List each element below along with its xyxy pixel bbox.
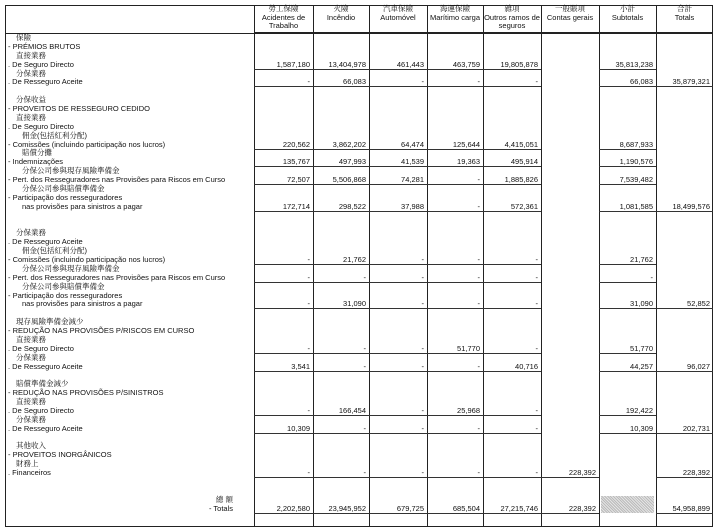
row-label: 直接業務 [16, 112, 46, 122]
value-cell: - [483, 424, 541, 434]
value-cell: 463,759 [427, 60, 483, 70]
row-label: 分保業務 [16, 352, 46, 362]
row-label: . De Seguro Directo [8, 121, 74, 131]
value-cell: - [483, 406, 541, 416]
value-cell: 166,454 [313, 406, 369, 416]
value-cell: 41,539 [369, 157, 427, 167]
column-header-zh: 雜項 [504, 4, 520, 13]
value-cell: 37,988 [369, 202, 427, 212]
row-label: . De Resseguro Aceite [8, 361, 83, 371]
value-cell: 7,539,482 [599, 175, 656, 185]
row-label: 分保收益 [16, 95, 46, 105]
row-label: 分保業務 [16, 414, 46, 424]
value-cell: - [313, 344, 369, 354]
column-header-pt: Outros ramos de seguros [484, 12, 540, 30]
value-cell: 35,879,321 [656, 77, 713, 87]
value-cell: 31,090 [313, 299, 369, 309]
row-label: 直接業務 [16, 50, 46, 60]
column-header-pt: Automóvel [380, 12, 416, 22]
value-cell: 51,770 [427, 344, 483, 354]
row-label: 分保公司參與賠償準備金 [22, 183, 105, 193]
row-label: 佣金(包括紅利分配) [22, 246, 87, 256]
value-cell: 64,474 [369, 140, 427, 150]
value-cell: - [427, 362, 483, 372]
value-cell: 5,506,868 [313, 175, 369, 185]
row-label: . De Seguro Directo [8, 343, 74, 353]
value-cell: 202,731 [656, 424, 713, 434]
value-cell: 497,993 [313, 157, 369, 167]
row-label: . De Seguro Directo [8, 405, 74, 415]
value-cell: - [254, 299, 313, 309]
value-cell: 19,805,878 [483, 60, 541, 70]
value-cell: 21,762 [599, 255, 656, 265]
row-label: - Pert. dos Resseguradores nas Provisões para Riscos em Curso [8, 175, 226, 185]
value-cell: 220,562 [254, 140, 313, 150]
value-cell: 66,083 [599, 77, 656, 87]
value-cell: 21,762 [313, 255, 369, 265]
value-cell: 135,767 [254, 157, 313, 167]
value-cell: - [483, 255, 541, 265]
row-label: 賠償分攤 [22, 148, 52, 158]
value-cell: 2,202,580 [254, 504, 313, 514]
column-header [656, 5, 713, 33]
value-cell: 228,392 [656, 468, 713, 478]
value-cell: 51,770 [599, 344, 656, 354]
row-label: - Pert. dos Resseguradores nas Provisões para Riscos em Curso [8, 272, 226, 282]
column-header-pt: Marítimo carga [429, 12, 480, 22]
value-cell: 25,968 [427, 406, 483, 416]
value-cell: 1,885,826 [483, 175, 541, 185]
value-cell: 8,687,933 [599, 140, 656, 150]
value-cell: 40,716 [483, 362, 541, 372]
column-header-pt: Contas gerais [546, 12, 594, 22]
value-cell: 72,507 [254, 175, 313, 185]
row-label: nas provisões para sinistros a pagar [22, 201, 143, 211]
row-label: 總 額 [215, 494, 233, 504]
row-label: - REDUÇÃO NAS PROVISÕES P/RISCOS EM CURSO [8, 326, 195, 336]
value-cell: - [427, 468, 483, 478]
column-header-pt: Totals [674, 12, 695, 22]
header-divider [5, 33, 713, 34]
column-header [313, 5, 369, 33]
value-cell: - [427, 255, 483, 265]
row-label: - PROVEITOS DE RESSEGURO CEDIDO [8, 104, 150, 114]
value-cell: - [483, 344, 541, 354]
value-cell: - [254, 77, 313, 87]
value-cell: 27,215,746 [483, 504, 541, 514]
value-cell: - [369, 406, 427, 416]
row-label: 現存風險準備金減少 [16, 317, 84, 327]
value-cell: 298,522 [313, 202, 369, 212]
row-label: 分保業務 [16, 228, 46, 238]
value-cell: - [483, 77, 541, 87]
column-header-zh: 勞工保險 [268, 4, 299, 13]
value-cell: - [369, 424, 427, 434]
row-label: 分保業務 [16, 68, 46, 78]
row-label: . Financeiros [8, 468, 51, 478]
row-label: . De Seguro Directo [8, 59, 74, 69]
shaded-cell [601, 496, 654, 513]
value-cell: - [254, 344, 313, 354]
value-cell: 44,257 [599, 362, 656, 372]
value-cell: - [313, 424, 369, 434]
value-cell: - [427, 424, 483, 434]
value-cell: - [254, 406, 313, 416]
value-cell: - [427, 273, 483, 283]
value-cell: - [369, 255, 427, 265]
value-cell: - [369, 468, 427, 478]
value-cell: - [254, 255, 313, 265]
value-cell: 35,813,238 [599, 60, 656, 70]
row-label: nas provisões para sinistros a pagar [22, 299, 143, 309]
column-header-pt: Subtotals [611, 12, 644, 22]
value-cell: - [254, 273, 313, 283]
column-header-zh: 火險 [333, 4, 349, 13]
row-label: 其他收入 [16, 441, 46, 451]
row-label: 保險 [16, 33, 31, 42]
value-cell: 4,415,051 [483, 140, 541, 150]
column-header-zh: 一般賬項 [555, 4, 585, 13]
value-cell: 18,499,576 [656, 202, 713, 212]
value-cell: 96,027 [656, 362, 713, 372]
row-label: 賠償準備金減少 [16, 379, 69, 389]
value-cell: - [599, 273, 656, 283]
row-label: - Indemnizações [8, 157, 64, 167]
value-cell: - [427, 175, 483, 185]
value-cell: - [313, 273, 369, 283]
column-header [369, 5, 427, 33]
value-cell: 461,443 [369, 60, 427, 70]
column-header [427, 5, 483, 33]
value-cell: - [427, 202, 483, 212]
row-label: - Participação dos resseguradores [8, 192, 123, 202]
value-cell: 685,504 [427, 504, 483, 514]
value-cell: 13,404,978 [313, 60, 369, 70]
row-label: - Participação dos resseguradores [8, 290, 123, 300]
value-cell: - [369, 77, 427, 87]
value-cell: - [369, 299, 427, 309]
value-cell: 1,190,576 [599, 157, 656, 167]
value-cell: - [483, 299, 541, 309]
row-label: . De Resseguro Aceite [8, 77, 83, 87]
value-cell: 66,083 [313, 77, 369, 87]
column-header [254, 5, 313, 33]
value-cell: 54,958,899 [656, 504, 713, 514]
column-header-zh: 海運保險 [440, 4, 470, 13]
value-cell: 228,392 [541, 504, 599, 514]
value-cell: 23,945,952 [313, 504, 369, 514]
row-label: 佣金(包括紅利分配) [22, 130, 87, 140]
value-cell: 10,309 [254, 424, 313, 434]
row-label: 分保公司參與現存風險準備金 [22, 263, 120, 273]
value-cell: 572,361 [483, 202, 541, 212]
value-cell: - [369, 344, 427, 354]
value-cell: 74,281 [369, 175, 427, 185]
value-cell: - [254, 468, 313, 478]
column-header-zh: 汽車保險 [383, 4, 413, 13]
row-label: 直接業務 [16, 334, 46, 344]
value-cell: 1,587,180 [254, 60, 313, 70]
value-cell: - [483, 468, 541, 478]
column-header [541, 5, 599, 33]
value-cell: 3,541 [254, 362, 313, 372]
value-cell: - [369, 362, 427, 372]
value-cell: 1,081,585 [599, 202, 656, 212]
row-label: 分保公司參與賠償準備金 [22, 281, 105, 291]
column-header-pt: Acidentes de Trabalho [261, 12, 306, 30]
value-cell: - [313, 362, 369, 372]
value-cell: - [427, 77, 483, 87]
row-label: 直接業務 [16, 397, 46, 407]
row-label: . De Resseguro Aceite [8, 423, 83, 433]
row-label: - Totals [208, 503, 233, 513]
value-cell: 19,363 [427, 157, 483, 167]
value-cell: - [427, 299, 483, 309]
value-cell: 125,644 [427, 140, 483, 150]
value-cell: 3,862,202 [313, 140, 369, 150]
row-label: - REDUÇÃO NAS PROVISÕES P/SINISTROS [8, 388, 164, 398]
column-header [483, 5, 541, 33]
column-header-zh: 小計 [620, 4, 635, 13]
value-cell: 172,714 [254, 202, 313, 212]
value-cell: 495,914 [483, 157, 541, 167]
row-label: . De Resseguro Aceite [8, 237, 83, 247]
value-cell: 31,090 [599, 299, 656, 309]
value-cell: 228,392 [541, 468, 599, 478]
row-label: - Comissões (incluindo participação nos lucros) [8, 139, 166, 149]
value-cell: 192,422 [599, 406, 656, 416]
value-cell: 10,309 [599, 424, 656, 434]
row-label: 財務上 [16, 459, 39, 469]
column-header [599, 5, 656, 33]
row-label: - PRÉMIOS BRUTOS [8, 41, 81, 51]
column-header-zh: 合計 [677, 4, 692, 13]
value-cell: 52,852 [656, 299, 713, 309]
value-cell: 679,725 [369, 504, 427, 514]
row-label: - Comissões (incluindo participação nos lucros) [8, 255, 166, 264]
row-label: - PROVEITOS INORGÂNICOS [8, 450, 112, 460]
column-divider [541, 5, 542, 527]
value-cell: - [483, 273, 541, 283]
value-cell: - [369, 273, 427, 283]
row-label: 分保公司參與現存風險準備金 [22, 166, 120, 176]
column-header-pt: Incêndio [326, 12, 356, 22]
value-cell: - [313, 468, 369, 478]
